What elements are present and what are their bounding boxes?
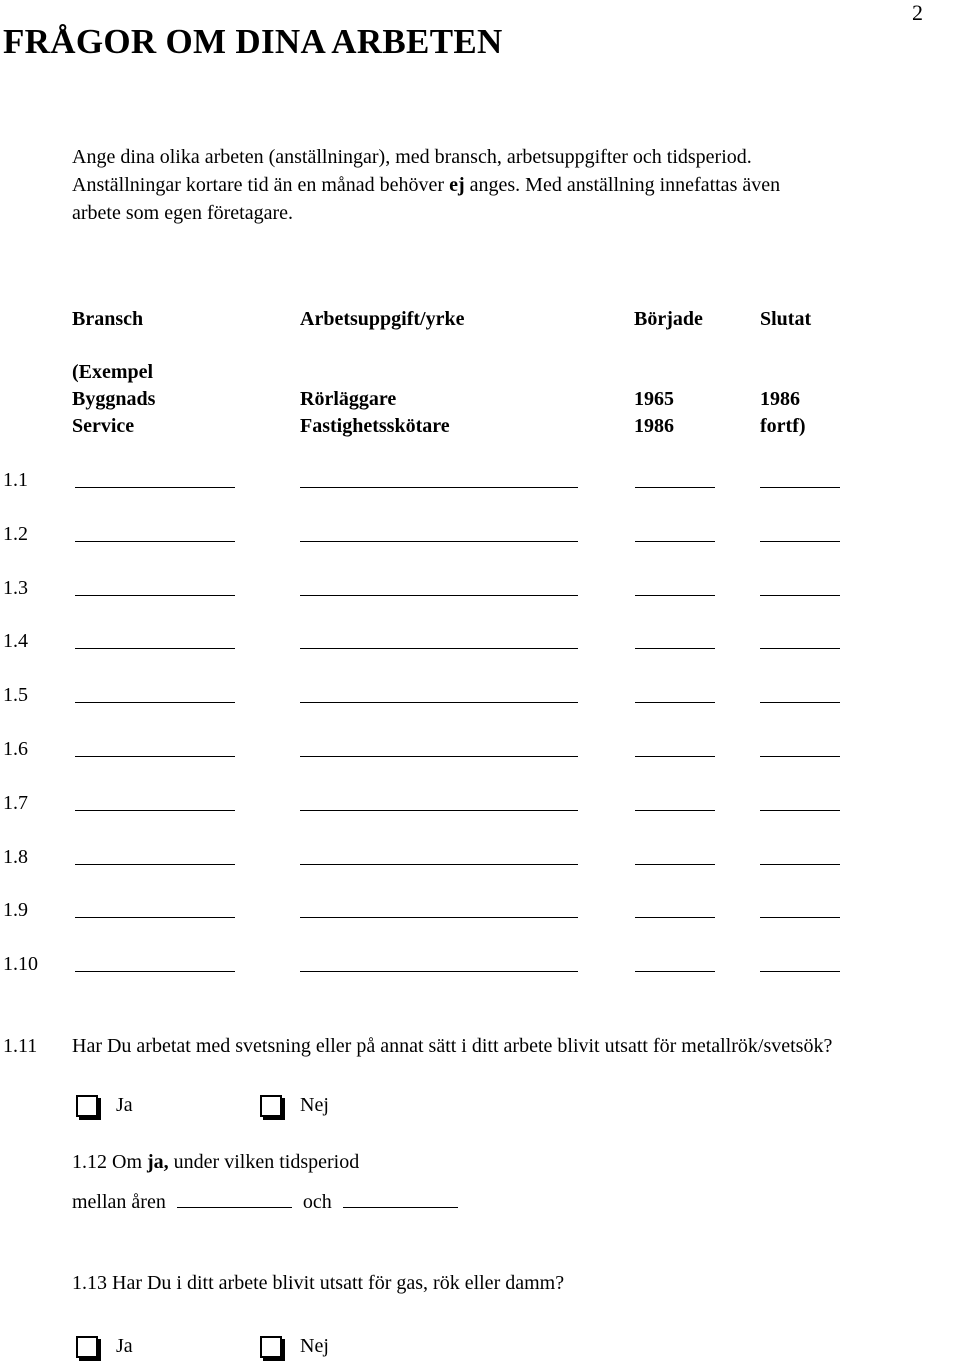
row-bransch-field[interactable] [75, 541, 235, 542]
q111-no-checkbox[interactable] [260, 1095, 282, 1117]
q111-yes-checkbox[interactable] [76, 1095, 98, 1117]
row-bransch-field[interactable] [75, 648, 235, 649]
row-arbetsuppgift-field[interactable] [300, 702, 578, 703]
example-row-2-yrke: Fastighetsskötare [300, 415, 450, 437]
q112-years [72, 1191, 464, 1214]
header-bransch: Bransch [72, 308, 144, 330]
example-row-2-bransch: Service [72, 415, 135, 437]
intro-line-2-start: Anställningar kortare tid än en månad behöver [72, 174, 450, 196]
page-number: 2 [912, 0, 923, 25]
row-borjat-field[interactable] [635, 864, 715, 865]
row-slutat-field[interactable] [760, 595, 840, 596]
row-slutat-field[interactable] [760, 487, 840, 488]
q113-yes-option[interactable] [76, 1335, 133, 1358]
intro-line-2-emphasis: ej [449, 174, 465, 196]
example-row-1-yrke: Rörläggare [300, 388, 397, 410]
row-number: 1.10 [3, 953, 38, 976]
q111-number: 1.11 [3, 1035, 38, 1057]
q112-text-end: under vilken tidsperiod [168, 1151, 360, 1173]
intro-line-3: arbete som egen företagare. [72, 202, 293, 224]
row-number: 1.6 [3, 738, 28, 760]
row-arbetsuppgift-field[interactable] [300, 595, 578, 596]
q111-text: Har Du arbetat med svetsning eller på annat sätt i ditt arbete blivit utsatt för metallrök/svetsök? [72, 1035, 833, 1057]
q111-no-label: Nej [300, 1094, 329, 1116]
row-number: 1.5 [3, 684, 28, 707]
row-number: 1.7 [3, 791, 28, 814]
intro-line-2-end: anges. Med anställning innefattas även [464, 174, 781, 196]
q112-text-emphasis: ja, [147, 1151, 169, 1173]
row-arbetsuppgift-field[interactable] [300, 971, 578, 972]
row-number: 1.9 [3, 899, 28, 922]
row-bransch-field[interactable] [75, 810, 235, 811]
q113-yes-checkbox[interactable] [76, 1336, 98, 1358]
row-borjat-field[interactable] [635, 810, 715, 811]
row-arbetsuppgift-field[interactable] [300, 541, 578, 542]
intro-text [72, 143, 942, 227]
header-arbetsuppgift: Arbetsuppgift/yrke [300, 308, 465, 330]
example-row-1-slutat: 1986 [760, 388, 800, 410]
intro-line-1: Ange dina olika arbeten (anställningar), med bransch, arbetsuppgifter och tidsperiod. [72, 146, 752, 168]
row-number: 1.1 [3, 469, 28, 491]
row-borjat-field[interactable] [635, 648, 715, 649]
row-number: 1.2 [3, 522, 28, 545]
row-borjat-field[interactable] [635, 487, 715, 488]
example-label: (Exempel [72, 361, 154, 383]
row-bransch-field[interactable] [75, 756, 235, 757]
q113-no-label: Nej [300, 1335, 329, 1357]
row-slutat-field[interactable] [760, 864, 840, 865]
q112-end-year-field[interactable] [343, 1207, 458, 1208]
row-bransch-field[interactable] [75, 702, 235, 703]
header-slutat: Slutat [760, 308, 812, 330]
row-slutat-field[interactable] [760, 541, 840, 542]
q113-yes-label: Ja [116, 1335, 133, 1357]
page-title: FRÅGOR OM DINA ARBETEN [3, 22, 503, 61]
row-number: 1.8 [3, 845, 28, 868]
row-bransch-field[interactable] [75, 595, 235, 596]
example-row-2-slutat: fortf) [760, 415, 806, 437]
row-arbetsuppgift-field[interactable] [300, 864, 578, 865]
row-slutat-field[interactable] [760, 810, 840, 811]
row-borjat-field[interactable] [635, 756, 715, 757]
row-borjat-field[interactable] [635, 702, 715, 703]
row-borjat-field[interactable] [635, 595, 715, 596]
row-arbetsuppgift-field[interactable] [300, 648, 578, 649]
row-arbetsuppgift-field[interactable] [300, 810, 578, 811]
row-arbetsuppgift-field[interactable] [300, 487, 578, 488]
row-bransch-field[interactable] [75, 917, 235, 918]
row-slutat-field[interactable] [760, 648, 840, 649]
row-slutat-field[interactable] [760, 971, 840, 972]
row-bransch-field[interactable] [75, 487, 235, 488]
q113-no-checkbox[interactable] [260, 1336, 282, 1358]
row-number: 1.4 [3, 630, 28, 653]
q111-no-option[interactable] [260, 1094, 329, 1117]
row-slutat-field[interactable] [760, 756, 840, 757]
q112-and-label: och [302, 1191, 332, 1213]
example-row-1-bransch: Byggnads [72, 388, 156, 410]
q112-text-start: 1.12 Om [72, 1151, 147, 1173]
q112-text [72, 1151, 359, 1174]
q111-yes-option[interactable] [76, 1094, 133, 1117]
row-borjat-field[interactable] [635, 971, 715, 972]
row-bransch-field[interactable] [75, 971, 235, 972]
row-number: 1.3 [3, 576, 28, 599]
intro-line-2 [72, 171, 942, 199]
q112-start-year-field[interactable] [177, 1207, 292, 1208]
row-slutat-field[interactable] [760, 702, 840, 703]
row-arbetsuppgift-field[interactable] [300, 917, 578, 918]
q112-between-label: mellan åren [72, 1191, 166, 1213]
row-borjat-field[interactable] [635, 917, 715, 918]
row-bransch-field[interactable] [75, 864, 235, 865]
q113-text: 1.13 Har Du i ditt arbete blivit utsatt för gas, rök eller damm? [72, 1272, 565, 1294]
header-borjat: Började [634, 308, 703, 330]
row-borjat-field[interactable] [635, 541, 715, 542]
example-row-1-borjat: 1965 [634, 388, 674, 410]
q113-no-option[interactable] [260, 1335, 329, 1358]
row-arbetsuppgift-field[interactable] [300, 756, 578, 757]
example-row-2-borjat: 1986 [634, 415, 674, 437]
row-slutat-field[interactable] [760, 917, 840, 918]
q111-yes-label: Ja [116, 1094, 133, 1116]
